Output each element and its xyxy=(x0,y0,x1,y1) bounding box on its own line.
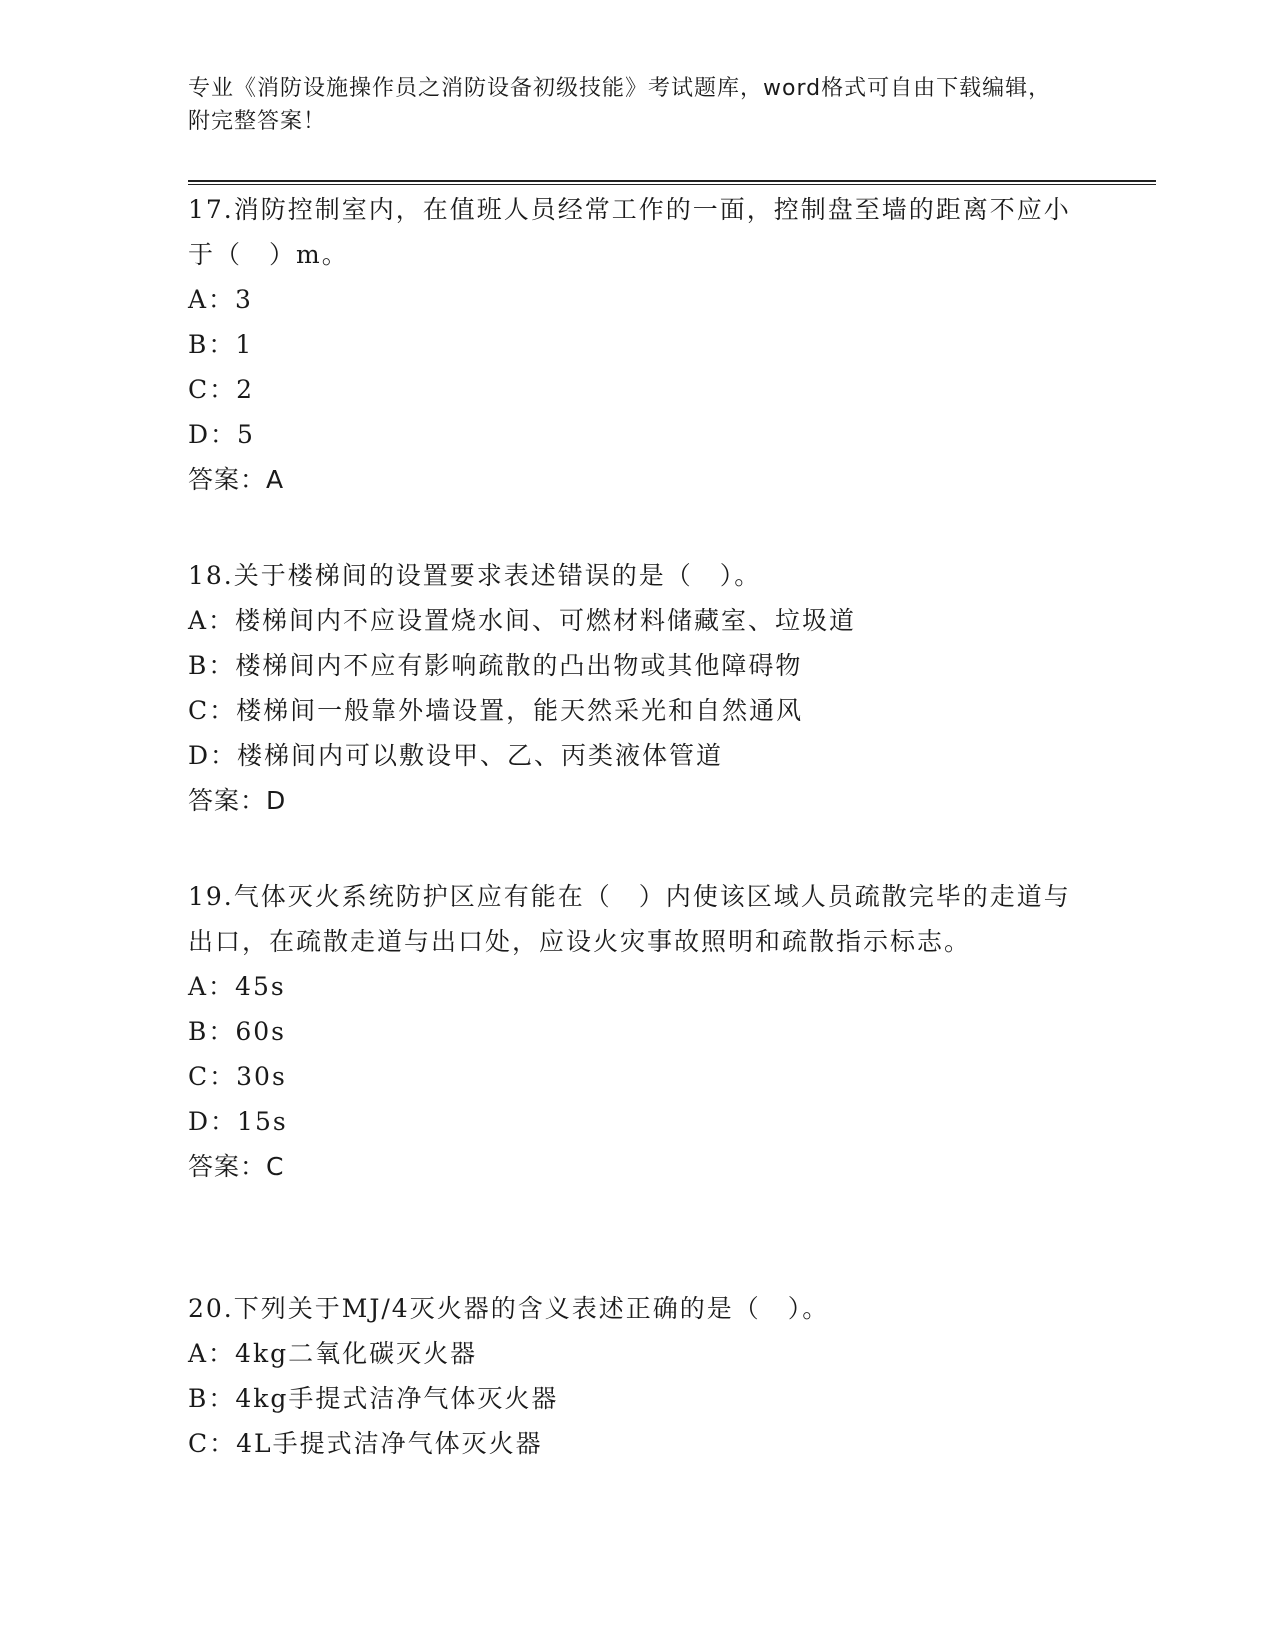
question-19 xyxy=(188,874,1088,1189)
answer-line: 答案：D xyxy=(188,786,287,815)
option-a: A：4kg二氧化碳灭火器 xyxy=(188,1339,478,1368)
option-d: D：5 xyxy=(188,420,255,449)
document-header: 专业《消防设施操作员之消防设备初级技能》考试题库，word格式可自由下载编辑，附完整答案！ xyxy=(188,76,1052,134)
option-b: B：4kg手提式洁净气体灭火器 xyxy=(188,1384,559,1413)
option-c: C：30s xyxy=(188,1062,287,1091)
option-b: B：楼梯间内不应有影响疏散的凸出物或其他障碍物 xyxy=(188,651,803,680)
option-c: C：楼梯间一般靠外墙设置，能天然采光和自然通风 xyxy=(188,696,804,725)
option-b: B：1 xyxy=(188,330,254,359)
question-stem: 17.消防控制室内，在值班人员经常工作的一面，控制盘至墙的距离不应小于（ ）m。 xyxy=(188,195,1071,269)
option-c: C：4L手提式洁净气体灭火器 xyxy=(188,1429,543,1458)
question-stem: 19.气体灭火系统防护区应有能在（ ）内使该区域人员疏散完毕的走道与出口，在疏散走道与出口处，应设火灾事故照明和疏散指示标志。 xyxy=(188,882,1071,956)
option-c: C：2 xyxy=(188,375,255,404)
question-stem: 20.下列关于MJ/4灭火器的含义表述正确的是（ ）。 xyxy=(188,1294,830,1323)
option-a: A：3 xyxy=(188,285,253,314)
option-b: B：60s xyxy=(188,1017,287,1046)
question-17 xyxy=(188,187,1088,502)
header-divider xyxy=(188,180,1156,185)
question-18 xyxy=(188,553,1088,823)
answer-line: 答案：A xyxy=(188,465,285,494)
option-a: A：楼梯间内不应设置烧水间、可燃材料储藏室、垃圾道 xyxy=(188,606,857,635)
option-d: D：15s xyxy=(188,1107,288,1136)
question-stem: 18.关于楼梯间的设置要求表述错误的是（ ）。 xyxy=(188,561,762,590)
question-20 xyxy=(188,1286,1088,1466)
option-d: D：楼梯间内可以敷设甲、乙、丙类液体管道 xyxy=(188,741,724,770)
option-a: A：45s xyxy=(188,972,286,1001)
answer-line: 答案：C xyxy=(188,1152,285,1181)
